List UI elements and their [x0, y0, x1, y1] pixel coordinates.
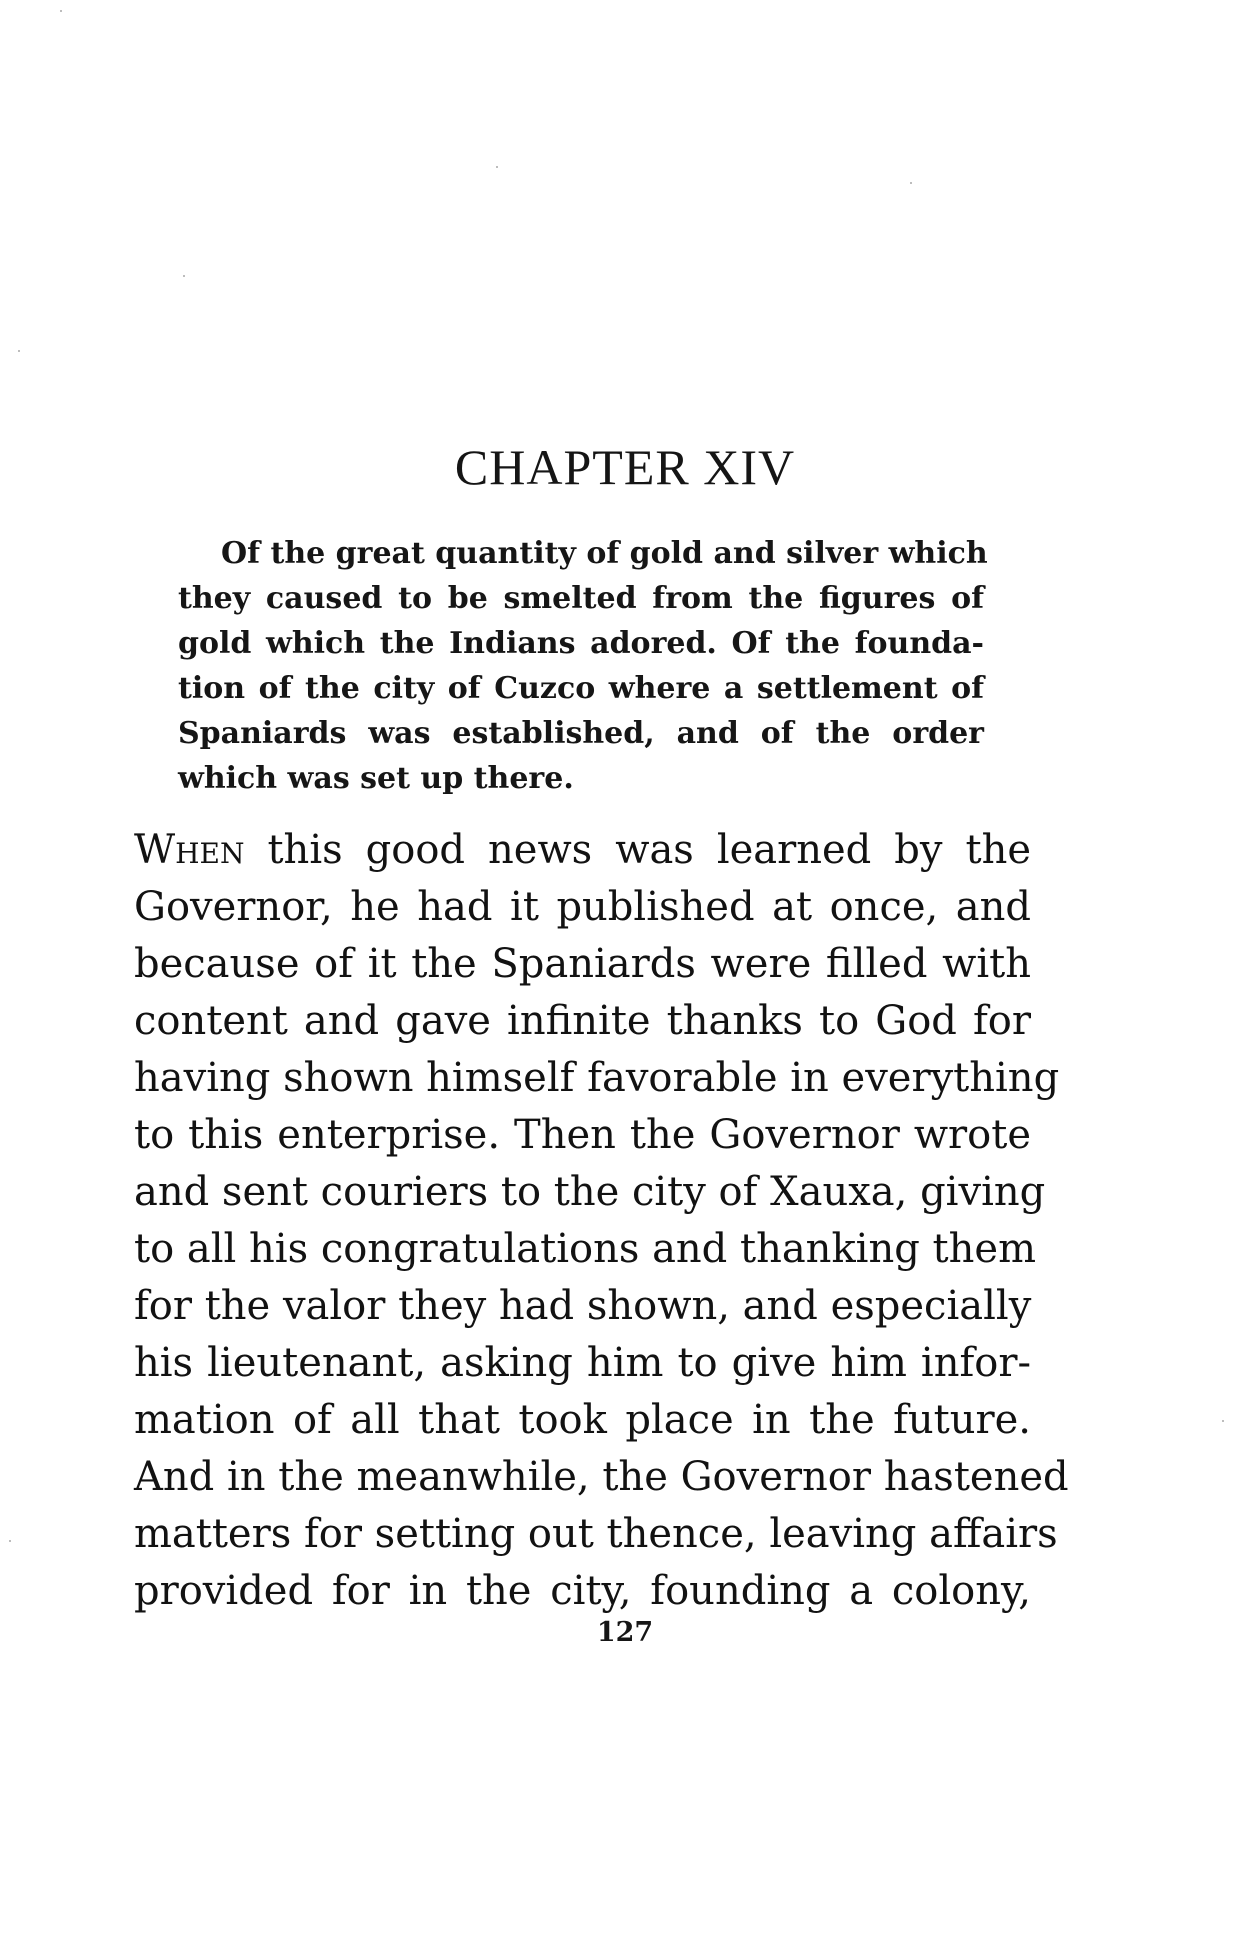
- chapter-summary: [178, 531, 988, 801]
- body-line: And in the meanwhile, the Governor hastened: [134, 1454, 1069, 1500]
- body-paragraph: [134, 822, 1069, 1620]
- summary-line: Of the great quantity of gold and silver which: [221, 536, 988, 571]
- body-line: Governor, he had it published at once, and: [134, 884, 1031, 930]
- paper-speck: [18, 350, 20, 352]
- body-line: provided for in the city, founding a colony,: [134, 1568, 1031, 1614]
- paper-speck: [1222, 1420, 1224, 1422]
- paper-speck: [9, 1540, 11, 1542]
- summary-line: which was set up there.: [178, 761, 574, 796]
- body-line: to this enterprise. Then the Governor wrote: [134, 1112, 1031, 1158]
- body-line: [134, 822, 1031, 879]
- body-line: to all his congratulations and thanking them: [134, 1226, 1036, 1272]
- summary-line: Spaniards was established, and of the order: [178, 716, 984, 751]
- paper-speck: [183, 275, 185, 277]
- chapter-title: CHAPTER XIV: [454, 439, 796, 495]
- page-number: 127: [596, 1617, 654, 1648]
- opening-word: When: [134, 827, 245, 873]
- body-line: matters for setting out thence, leaving affairs: [134, 1511, 1058, 1557]
- summary-line: tion of the city of Cuzco where a settlement of: [178, 671, 984, 706]
- body-line: because of it the Spaniards were filled with: [134, 941, 1031, 987]
- body-line: and sent couriers to the city of Xauxa, giving: [134, 1169, 1046, 1215]
- first-line-rest: this good news was learned by the: [244, 827, 1031, 873]
- body-line: mation of all that took place in the future.: [134, 1397, 1031, 1443]
- body-line: for the valor they had shown, and especially: [134, 1283, 1032, 1329]
- body-line: having shown himself favorable in everything: [134, 1055, 1060, 1101]
- paper-speck: [910, 182, 912, 184]
- body-line: content and gave infinite thanks to God for: [134, 998, 1031, 1044]
- paper-speck: [60, 10, 62, 12]
- paper-speck: [496, 166, 498, 168]
- summary-line: they caused to be smelted from the figures of: [178, 581, 984, 616]
- body-line: his lieutenant, asking him to give him infor-: [134, 1340, 1031, 1386]
- summary-line: gold which the Indians adored. Of the founda-: [178, 626, 984, 661]
